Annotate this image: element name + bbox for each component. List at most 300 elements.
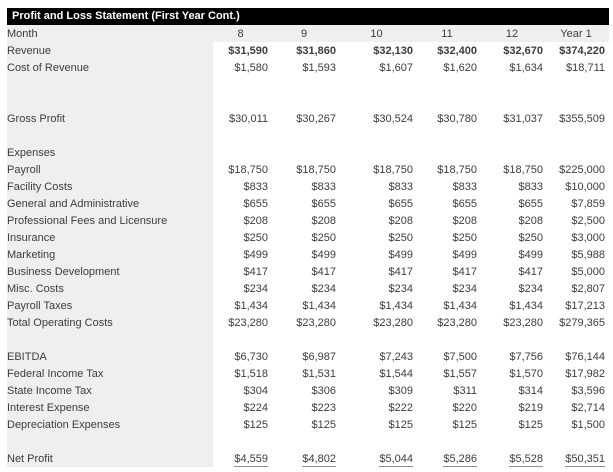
cell — [272, 450, 340, 467]
cell-value: $125 — [518, 418, 543, 431]
month-col-header: 12 — [481, 25, 547, 42]
cell-value: $18,750 — [228, 163, 268, 176]
table-row — [7, 399, 609, 416]
cell — [547, 382, 609, 399]
cell-value: $417 — [388, 265, 413, 278]
cell-value: $23,280 — [373, 316, 413, 329]
cell — [547, 314, 609, 331]
cell — [481, 42, 547, 59]
row-label: Professional Fees and Licensure — [7, 212, 213, 229]
cell-value: $18,750 — [437, 163, 477, 176]
cell-value: $655 — [518, 197, 543, 210]
row-label: Insurance — [7, 229, 213, 246]
table-row — [7, 348, 609, 365]
month-header-row — [7, 25, 609, 42]
cell — [481, 144, 547, 161]
cell-value: $30,267 — [296, 112, 336, 125]
table-row — [7, 76, 609, 93]
cell — [272, 297, 340, 314]
cell-value: $374,220 — [559, 44, 605, 57]
cell — [272, 399, 340, 416]
cell-value: $23,280 — [228, 316, 268, 329]
cell — [340, 229, 417, 246]
cell — [547, 229, 609, 246]
row-label: EBITDA — [7, 348, 213, 365]
table-row — [7, 93, 609, 110]
cell — [417, 59, 481, 76]
cell — [481, 348, 547, 365]
cell — [417, 195, 481, 212]
cell — [417, 246, 481, 263]
cell — [340, 110, 417, 127]
cell — [272, 161, 340, 178]
row-label — [7, 93, 213, 110]
cell-value: $234 — [311, 282, 336, 295]
cell-value: $223 — [311, 401, 336, 414]
row-label: Revenue — [7, 42, 213, 59]
cell-value: $3,596 — [571, 384, 605, 397]
row-label: Facility Costs — [7, 178, 213, 195]
cell-value: $499 — [518, 248, 543, 261]
cell-value: $833 — [452, 180, 477, 193]
table-row — [7, 195, 609, 212]
table-row — [7, 280, 609, 297]
cell — [417, 382, 481, 399]
cell-value: $250 — [311, 231, 336, 244]
cell-value: $2,714 — [571, 401, 605, 414]
row-label: Misc. Costs — [7, 280, 213, 297]
cell — [213, 161, 272, 178]
cell — [481, 212, 547, 229]
row-label: Marketing — [7, 246, 213, 263]
cell — [547, 178, 609, 195]
cell — [213, 212, 272, 229]
cell-value: $1,634 — [509, 61, 543, 74]
cell-value: $1,518 — [234, 367, 268, 380]
pl-table — [7, 25, 609, 467]
row-label: State Income Tax — [7, 382, 213, 399]
cell-value: $309 — [388, 384, 413, 397]
cell — [213, 450, 272, 467]
cell — [547, 416, 609, 433]
cell-value: $6,987 — [302, 350, 336, 363]
cell-value: $225,000 — [559, 163, 605, 176]
month-header-label: Month — [7, 25, 213, 42]
month-col-header: 11 — [417, 25, 481, 42]
table-row — [7, 297, 609, 314]
cell-value: $125 — [243, 418, 268, 431]
cell-value: $2,807 — [571, 282, 605, 295]
cell — [272, 110, 340, 127]
cell-value: $1,434 — [509, 299, 543, 312]
cell — [272, 314, 340, 331]
cell — [213, 110, 272, 127]
cell — [417, 127, 481, 144]
cell — [417, 331, 481, 348]
cell — [417, 161, 481, 178]
cell — [340, 365, 417, 382]
cell — [213, 399, 272, 416]
cell-value: $5,000 — [571, 265, 605, 278]
cell — [547, 93, 609, 110]
table-row — [7, 433, 609, 450]
cell-value: $655 — [452, 197, 477, 210]
cell — [417, 76, 481, 93]
cell-value: $833 — [388, 180, 413, 193]
cell-value: $234 — [452, 282, 477, 295]
table-row — [7, 229, 609, 246]
cell — [213, 76, 272, 93]
cell-value: $23,280 — [296, 316, 336, 329]
cell — [481, 331, 547, 348]
row-label: General and Administrative — [7, 195, 213, 212]
row-label: Expenses — [7, 144, 213, 161]
cell — [481, 76, 547, 93]
month-col-header: Year 1 — [547, 25, 609, 42]
cell-value: $5,044 — [379, 452, 413, 465]
cell — [481, 195, 547, 212]
cell — [340, 127, 417, 144]
cell — [213, 263, 272, 280]
table-row — [7, 110, 609, 127]
cell-value: $306 — [311, 384, 336, 397]
cell — [213, 365, 272, 382]
cell — [340, 433, 417, 450]
table-row — [7, 382, 609, 399]
cell — [481, 365, 547, 382]
cell — [272, 127, 340, 144]
cell — [213, 382, 272, 399]
cell-value: $208 — [518, 214, 543, 227]
cell — [417, 93, 481, 110]
cell-value: $1,434 — [443, 299, 477, 312]
cell-value: $5,528 — [509, 452, 543, 465]
table-row — [7, 127, 609, 144]
cell — [272, 263, 340, 280]
cell — [417, 42, 481, 59]
cell — [417, 229, 481, 246]
cell — [272, 195, 340, 212]
cell — [213, 59, 272, 76]
month-col-header: 9 — [272, 25, 340, 42]
cell — [272, 348, 340, 365]
cell-value: $1,593 — [302, 61, 336, 74]
cell-value: $1,434 — [234, 299, 268, 312]
cell — [213, 229, 272, 246]
cell-value: $31,037 — [503, 112, 543, 125]
cell — [213, 348, 272, 365]
cell — [481, 229, 547, 246]
cell — [481, 127, 547, 144]
cell — [213, 314, 272, 331]
pl-table-body — [7, 42, 609, 467]
cell-value: $833 — [311, 180, 336, 193]
cell — [340, 297, 417, 314]
cell — [547, 144, 609, 161]
table-row — [7, 416, 609, 433]
cell-value: $1,557 — [443, 367, 477, 380]
cell — [547, 195, 609, 212]
cell — [272, 280, 340, 297]
cell-value: $5,988 — [571, 248, 605, 261]
cell — [481, 263, 547, 280]
cell — [417, 297, 481, 314]
cell — [272, 42, 340, 59]
row-label — [7, 433, 213, 450]
table-row — [7, 246, 609, 263]
row-label — [7, 331, 213, 348]
cell-value: $219 — [518, 401, 543, 414]
cell-value: $76,144 — [565, 350, 605, 363]
cell-value: $279,365 — [559, 316, 605, 329]
cell — [481, 314, 547, 331]
cell — [213, 42, 272, 59]
cell-value: $417 — [518, 265, 543, 278]
cell — [340, 348, 417, 365]
cell — [547, 246, 609, 263]
cell-value: $50,351 — [565, 452, 605, 465]
cell — [272, 229, 340, 246]
cell — [340, 246, 417, 263]
cell-value: $250 — [388, 231, 413, 244]
cell — [547, 399, 609, 416]
cell — [417, 280, 481, 297]
cell-value: $833 — [518, 180, 543, 193]
cell-value: $1,620 — [443, 61, 477, 74]
cell-value: $220 — [452, 401, 477, 414]
cell — [213, 195, 272, 212]
cell — [481, 297, 547, 314]
cell — [547, 161, 609, 178]
cell-value: $417 — [311, 265, 336, 278]
cell-value: $7,756 — [509, 350, 543, 363]
table-row — [7, 331, 609, 348]
cell — [340, 382, 417, 399]
cell — [340, 263, 417, 280]
cell-value: $250 — [518, 231, 543, 244]
cell — [481, 450, 547, 467]
row-label: Net Profit — [7, 450, 213, 467]
cell — [417, 399, 481, 416]
cell — [213, 246, 272, 263]
cell — [547, 450, 609, 467]
cell-value: $7,859 — [571, 197, 605, 210]
cell-value: $499 — [452, 248, 477, 261]
cell — [481, 399, 547, 416]
cell-value: $31,590 — [228, 44, 268, 57]
cell — [340, 280, 417, 297]
row-label: Payroll — [7, 161, 213, 178]
table-row — [7, 178, 609, 195]
cell — [547, 42, 609, 59]
cell — [272, 433, 340, 450]
cell — [213, 297, 272, 314]
cell — [340, 314, 417, 331]
cell — [417, 144, 481, 161]
cell-value: $355,509 — [559, 112, 605, 125]
cell-value: $4,559 — [234, 452, 268, 465]
cell-value: $1,434 — [379, 299, 413, 312]
cell — [547, 76, 609, 93]
cell — [213, 280, 272, 297]
cell — [213, 178, 272, 195]
cell — [547, 263, 609, 280]
cell-value: $499 — [311, 248, 336, 261]
cell — [340, 212, 417, 229]
cell-value: $4,802 — [302, 452, 336, 465]
cell-value: $32,670 — [503, 44, 543, 57]
cell — [481, 59, 547, 76]
cell-value: $18,750 — [373, 163, 413, 176]
cell — [272, 382, 340, 399]
table-row — [7, 144, 609, 161]
month-col-header: 10 — [340, 25, 417, 42]
statement-title-bar — [7, 8, 609, 25]
cell — [272, 178, 340, 195]
cell — [417, 178, 481, 195]
cell-value: $6,730 — [234, 350, 268, 363]
cell — [340, 195, 417, 212]
cell-value: $224 — [243, 401, 268, 414]
cell-value: $1,544 — [379, 367, 413, 380]
cell — [547, 433, 609, 450]
cell-value: $833 — [243, 180, 268, 193]
cell — [417, 263, 481, 280]
table-row — [7, 314, 609, 331]
cell-value: $1,607 — [379, 61, 413, 74]
cell-value: $250 — [243, 231, 268, 244]
table-row — [7, 365, 609, 382]
cell — [340, 416, 417, 433]
row-label: Federal Income Tax — [7, 365, 213, 382]
row-label: Depreciation Expenses — [7, 416, 213, 433]
cell-value: $18,750 — [503, 163, 543, 176]
cell — [547, 280, 609, 297]
cell-value: $30,524 — [373, 112, 413, 125]
table-row — [7, 212, 609, 229]
cell — [340, 144, 417, 161]
row-label: Gross Profit — [7, 110, 213, 127]
cell-value: $499 — [388, 248, 413, 261]
cell-value: $234 — [243, 282, 268, 295]
cell-value: $23,280 — [503, 316, 543, 329]
row-label: Total Operating Costs — [7, 314, 213, 331]
cell-value: $2,500 — [571, 214, 605, 227]
cell-value: $250 — [452, 231, 477, 244]
cell — [547, 59, 609, 76]
cell — [481, 280, 547, 297]
cell-value: $125 — [388, 418, 413, 431]
cell — [417, 433, 481, 450]
cell — [213, 433, 272, 450]
cell-value: $7,500 — [443, 350, 477, 363]
cell-value: $655 — [388, 197, 413, 210]
cell-value: $417 — [243, 265, 268, 278]
cell — [340, 161, 417, 178]
cell-value: $30,011 — [229, 112, 268, 125]
cell-value: $417 — [452, 265, 477, 278]
cell — [481, 416, 547, 433]
cell — [272, 246, 340, 263]
cell-value: $125 — [311, 418, 336, 431]
cell — [340, 42, 417, 59]
cell — [547, 348, 609, 365]
cell — [272, 59, 340, 76]
cell-value: $10,000 — [565, 180, 605, 193]
cell-value: $1,570 — [509, 367, 543, 380]
cell-value: $655 — [243, 197, 268, 210]
cell — [213, 416, 272, 433]
cell — [417, 212, 481, 229]
cell — [417, 110, 481, 127]
cell — [547, 127, 609, 144]
cell-value: $1,580 — [234, 61, 268, 74]
cell — [417, 348, 481, 365]
cell — [547, 365, 609, 382]
cell-value: $32,130 — [373, 44, 413, 57]
cell — [547, 297, 609, 314]
cell — [272, 365, 340, 382]
cell — [272, 416, 340, 433]
row-label — [7, 76, 213, 93]
cell — [481, 93, 547, 110]
table-row — [7, 42, 609, 59]
cell — [340, 93, 417, 110]
table-row — [7, 263, 609, 280]
table-row — [7, 450, 609, 467]
cell-value: $31,860 — [296, 44, 336, 57]
cell — [213, 127, 272, 144]
month-col-header: 8 — [213, 25, 272, 42]
cell — [272, 144, 340, 161]
cell — [417, 450, 481, 467]
cell-value: $208 — [311, 214, 336, 227]
cell-value: $18,711 — [566, 61, 605, 74]
cell — [272, 93, 340, 110]
cell-value: $222 — [388, 401, 413, 414]
cell — [481, 161, 547, 178]
cell — [417, 365, 481, 382]
cell — [340, 59, 417, 76]
row-label: Business Development — [7, 263, 213, 280]
cell — [272, 331, 340, 348]
cell-value: $32,400 — [437, 44, 477, 57]
cell — [417, 314, 481, 331]
cell-value: $30,780 — [437, 112, 477, 125]
cell — [340, 450, 417, 467]
cell — [272, 76, 340, 93]
row-label — [7, 127, 213, 144]
cell — [340, 76, 417, 93]
cell-value: $314 — [518, 384, 543, 397]
cell-value: $208 — [452, 214, 477, 227]
cell — [213, 93, 272, 110]
cell-value: $23,280 — [437, 316, 477, 329]
cell-value: $7,243 — [379, 350, 413, 363]
cell — [340, 331, 417, 348]
cell — [481, 178, 547, 195]
table-row — [7, 59, 609, 76]
cell — [481, 433, 547, 450]
cell-value: $311 — [453, 384, 477, 397]
cell — [547, 331, 609, 348]
table-row — [7, 161, 609, 178]
cell — [272, 212, 340, 229]
cell-value: $208 — [388, 214, 413, 227]
cell-value: $5,286 — [443, 452, 477, 465]
cell — [417, 416, 481, 433]
cell — [340, 178, 417, 195]
